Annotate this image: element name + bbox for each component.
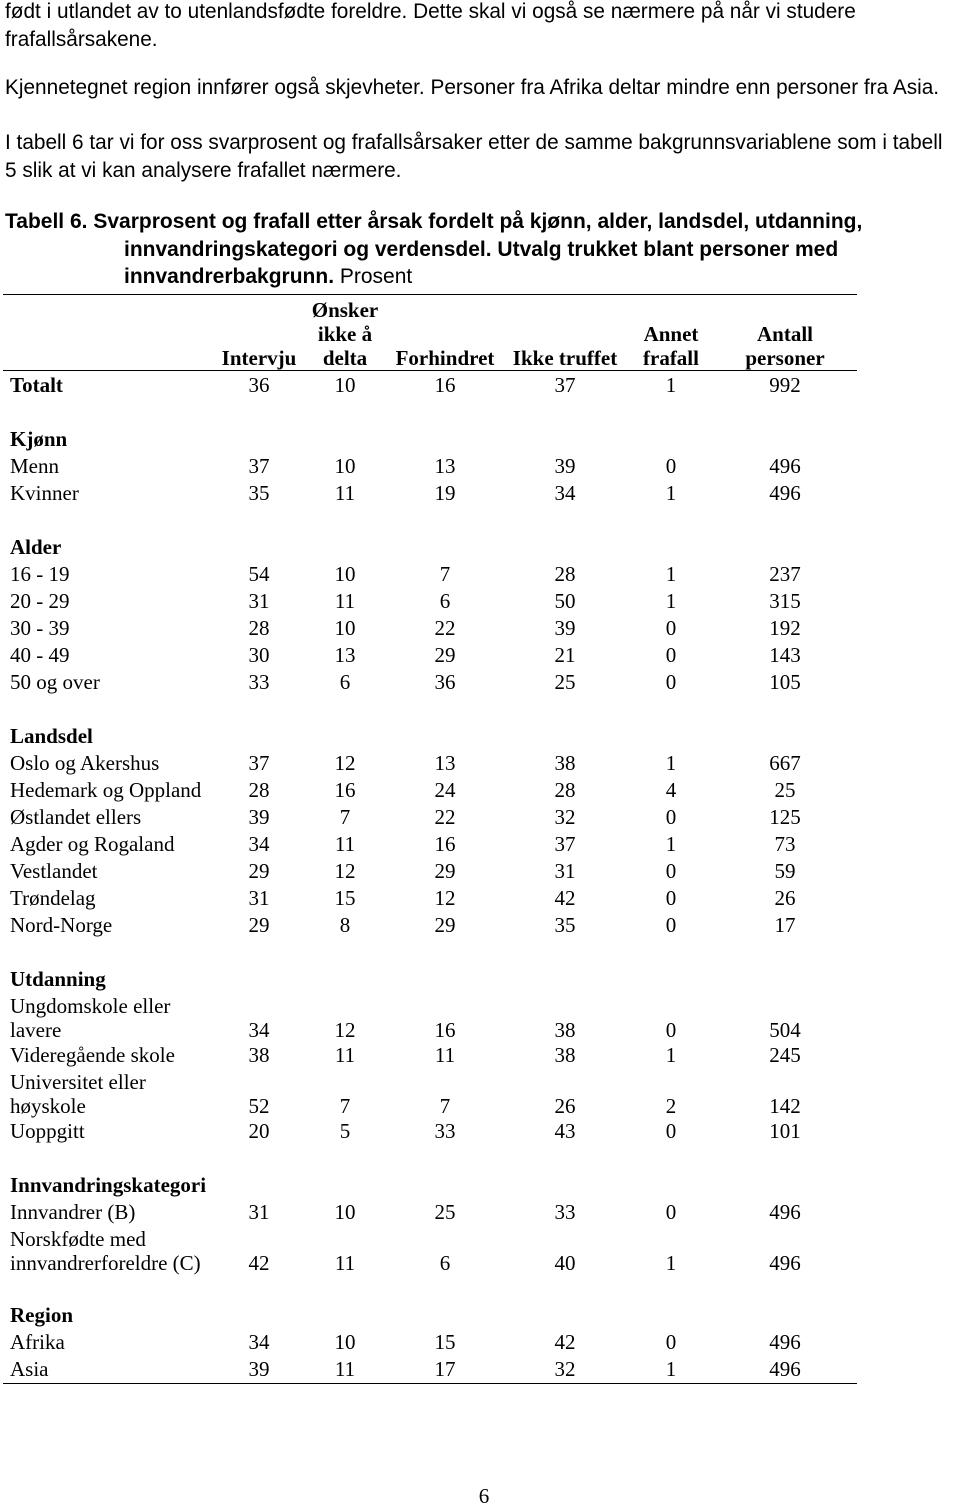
table-row (3, 1199, 857, 1226)
cell-ikke-truffet: 40 (554, 1251, 576, 1275)
cell-onsker-ikke-delta: 13 (334, 643, 356, 667)
column-header-line: Antall (756, 322, 813, 346)
column-header-line: Ikke truffet (512, 346, 618, 370)
table-row-spacer (3, 1275, 857, 1302)
cell-forhindret: 16 (434, 1018, 456, 1042)
caption-unit: Prosent (339, 265, 413, 288)
cell-onsker-ikke-delta: 10 (334, 616, 356, 640)
page-number: 6 (478, 1484, 490, 1508)
column-header-intervju (217, 346, 301, 370)
column-header-line: Ønsker (311, 298, 379, 322)
cell-onsker-ikke-delta: 11 (334, 832, 356, 856)
caption-line (5, 263, 862, 291)
cell-antall-personer: 496 (769, 481, 801, 505)
row-label: Totalt (10, 373, 63, 397)
cell-forhindret: 13 (434, 751, 456, 775)
table-row (3, 858, 857, 885)
cell-onsker-ikke-delta: 16 (334, 778, 356, 802)
cell-intervju: 33 (248, 670, 270, 694)
group-heading-label: Alder (10, 535, 62, 559)
cell-ikke-truffet: 39 (554, 454, 576, 478)
data-table (3, 294, 857, 1384)
group-heading-label: Landsdel (10, 724, 93, 748)
cell-forhindret: 22 (434, 805, 456, 829)
cell-intervju: 39 (248, 1357, 270, 1381)
cell-annet-frafall: 1 (665, 373, 677, 397)
paragraph-line: frafallsårsakene. (5, 28, 158, 51)
column-header-forhindret (389, 346, 501, 370)
cell-onsker-ikke-delta: 10 (334, 562, 356, 586)
paragraph-line: Kjennetegnet region innfører også skjevheter. Personer fra Afrika deltar mindre enn personer fra Asia. (5, 76, 940, 99)
cell-antall-personer: 192 (769, 616, 801, 640)
row-label (3, 994, 217, 1042)
table-group-heading (3, 723, 857, 750)
cell-antall-personer: 125 (769, 805, 801, 829)
column-header-line: ikke å (317, 322, 373, 346)
row-label-line: lavere (10, 1017, 62, 1042)
table-row-spacer (3, 696, 857, 723)
cell-intervju: 37 (248, 454, 270, 478)
cell-intervju: 54 (248, 562, 270, 586)
row-label: Oslo og Akershus (10, 751, 160, 775)
cell-intervju: 31 (248, 886, 270, 910)
cell-antall-personer: 143 (769, 643, 801, 667)
cell-forhindret: 6 (439, 589, 451, 613)
cell-onsker-ikke-delta: 11 (334, 1251, 356, 1275)
cell-onsker-ikke-delta: 7 (339, 805, 351, 829)
row-label-line: Universitet eller (10, 1069, 146, 1094)
paragraph-3 (5, 129, 942, 184)
column-header-antall-personer (713, 322, 857, 370)
table-row (3, 804, 857, 831)
cell-onsker-ikke-delta: 11 (334, 1043, 356, 1067)
cell-intervju: 29 (248, 913, 270, 937)
table-body (3, 371, 857, 1384)
cell-forhindret: 7 (439, 562, 451, 586)
cell-intervju: 34 (248, 1018, 270, 1042)
cell-annet-frafall: 1 (665, 1043, 677, 1067)
column-header-line: frafall (643, 346, 699, 370)
cell-forhindret: 16 (434, 373, 456, 397)
cell-forhindret: 16 (434, 832, 456, 856)
cell-antall-personer: 496 (769, 1357, 801, 1381)
cell-intervju: 34 (248, 832, 270, 856)
paragraph-line: født i utlandet av to utenlandsfødte foreldre. Dette skal vi også se nærmere på når vi studere (5, 0, 856, 23)
table-row (3, 1329, 857, 1356)
row-label: 20 - 29 (10, 589, 70, 613)
cell-onsker-ikke-delta: 5 (339, 1119, 351, 1143)
caption-line (5, 208, 862, 236)
table-row (3, 831, 857, 858)
caption-line: innvandringskategori og verdensdel. Utvalg trukket blant personer med (124, 237, 839, 261)
group-heading-label: Innvandringskategori (10, 1173, 207, 1197)
cell-forhindret: 33 (434, 1119, 456, 1143)
column-header-line: Forhindret (395, 346, 495, 370)
table-group-heading (3, 1302, 857, 1329)
table-row (3, 993, 857, 1042)
cell-annet-frafall: 2 (665, 1094, 677, 1118)
caption-text: Svarprosent og frafall etter årsak fordelt på kjønn, alder, landsdel, utdanning, (93, 210, 863, 233)
row-label-line: Norskfødte med (10, 1226, 146, 1251)
table-row (3, 750, 857, 777)
cell-annet-frafall: 0 (665, 1330, 677, 1354)
row-label (3, 1070, 217, 1118)
cell-antall-personer: 245 (769, 1043, 801, 1067)
cell-antall-personer: 496 (769, 454, 801, 478)
row-label: Hedemark og Oppland (10, 778, 202, 802)
cell-intervju: 30 (248, 643, 270, 667)
column-header-line: Annet (643, 322, 699, 346)
cell-ikke-truffet: 50 (554, 589, 576, 613)
cell-ikke-truffet: 26 (554, 1094, 576, 1118)
cell-annet-frafall: 1 (665, 589, 677, 613)
table-row (3, 912, 857, 939)
row-label (3, 1227, 217, 1275)
cell-ikke-truffet: 32 (554, 1357, 576, 1381)
cell-intervju: 31 (248, 1200, 270, 1224)
cell-annet-frafall: 0 (665, 1018, 677, 1042)
cell-ikke-truffet: 42 (554, 1330, 576, 1354)
cell-forhindret: 19 (434, 481, 456, 505)
row-label: 16 - 19 (10, 562, 70, 586)
cell-ikke-truffet: 28 (554, 778, 576, 802)
table-row (3, 1226, 857, 1275)
cell-ikke-truffet: 37 (554, 373, 576, 397)
cell-forhindret: 29 (434, 913, 456, 937)
row-label: 30 - 39 (10, 616, 70, 640)
cell-intervju: 38 (248, 1043, 270, 1067)
cell-annet-frafall: 0 (665, 670, 677, 694)
cell-ikke-truffet: 34 (554, 481, 576, 505)
table-row (3, 1356, 857, 1383)
row-label: 40 - 49 (10, 643, 70, 667)
table-row (3, 588, 857, 615)
cell-antall-personer: 315 (769, 589, 801, 613)
cell-onsker-ikke-delta: 7 (339, 1094, 351, 1118)
table-row-spacer (3, 507, 857, 534)
cell-intervju: 52 (248, 1094, 270, 1118)
cell-forhindret: 13 (434, 454, 456, 478)
column-header-line: personer (745, 346, 825, 370)
cell-forhindret: 7 (439, 1094, 451, 1118)
table-row (3, 480, 857, 507)
cell-annet-frafall: 1 (665, 481, 677, 505)
table-row (3, 561, 857, 588)
table-row-spacer (3, 939, 857, 966)
row-label: Innvandrer (B) (10, 1200, 136, 1224)
cell-onsker-ikke-delta: 10 (334, 1330, 356, 1354)
table-group-heading (3, 426, 857, 453)
column-header-ikke-truffet (501, 346, 629, 370)
cell-intervju: 28 (248, 616, 270, 640)
column-header-line: delta (322, 346, 368, 370)
cell-ikke-truffet: 35 (554, 913, 576, 937)
cell-antall-personer: 105 (769, 670, 801, 694)
cell-ikke-truffet: 32 (554, 805, 576, 829)
cell-ikke-truffet: 43 (554, 1119, 576, 1143)
cell-intervju: 31 (248, 589, 270, 613)
cell-ikke-truffet: 31 (554, 859, 576, 883)
cell-annet-frafall: 1 (665, 751, 677, 775)
cell-intervju: 28 (248, 778, 270, 802)
cell-forhindret: 15 (434, 1330, 456, 1354)
cell-antall-personer: 59 (774, 859, 796, 883)
group-heading-label: Kjønn (10, 427, 68, 451)
table-row-spacer (3, 1145, 857, 1172)
cell-onsker-ikke-delta: 6 (339, 670, 351, 694)
cell-annet-frafall: 1 (665, 1357, 677, 1381)
table-row (3, 453, 857, 480)
table-row (3, 1069, 857, 1118)
column-header-annet-frafall (629, 322, 713, 370)
group-heading-label: Utdanning (10, 967, 106, 991)
cell-antall-personer: 25 (774, 778, 796, 802)
column-header-line: Intervju (221, 346, 297, 370)
cell-antall-personer: 667 (769, 751, 801, 775)
cell-ikke-truffet: 21 (554, 643, 576, 667)
table-header (3, 294, 857, 371)
row-label: Trøndelag (10, 886, 96, 910)
cell-ikke-truffet: 38 (554, 1043, 576, 1067)
cell-intervju: 42 (248, 1251, 270, 1275)
cell-annet-frafall: 0 (665, 1119, 677, 1143)
cell-ikke-truffet: 25 (554, 670, 576, 694)
cell-annet-frafall: 0 (665, 859, 677, 883)
row-label: Afrika (10, 1330, 65, 1354)
cell-antall-personer: 142 (769, 1094, 801, 1118)
cell-onsker-ikke-delta: 12 (334, 859, 356, 883)
cell-onsker-ikke-delta: 11 (334, 1357, 356, 1381)
cell-ikke-truffet: 39 (554, 616, 576, 640)
cell-antall-personer: 26 (774, 886, 796, 910)
table-group-heading (3, 534, 857, 561)
table-row (3, 777, 857, 804)
cell-onsker-ikke-delta: 15 (334, 886, 356, 910)
paragraph-line: I tabell 6 tar vi for oss svarprosent og frafallsårsaker etter de samme bakgrunnsvariablene som i tabell (5, 131, 943, 154)
cell-ikke-truffet: 37 (554, 832, 576, 856)
cell-forhindret: 22 (434, 616, 456, 640)
cell-antall-personer: 496 (769, 1251, 801, 1275)
cell-forhindret: 6 (439, 1251, 451, 1275)
cell-annet-frafall: 1 (665, 1251, 677, 1275)
paragraph-2 (5, 74, 939, 102)
cell-ikke-truffet: 38 (554, 1018, 576, 1042)
cell-ikke-truffet: 42 (554, 886, 576, 910)
table-caption (5, 208, 862, 291)
row-label: Menn (10, 454, 59, 478)
cell-intervju: 20 (248, 1119, 270, 1143)
table-row (3, 642, 857, 669)
cell-forhindret: 17 (434, 1357, 456, 1381)
table-row (3, 1042, 857, 1069)
cell-annet-frafall: 0 (665, 454, 677, 478)
row-label: Nord-Norge (10, 913, 113, 937)
row-label: Østlandet ellers (10, 805, 142, 829)
cell-intervju: 29 (248, 859, 270, 883)
row-label-line: Ungdomskole eller (10, 993, 171, 1018)
cell-annet-frafall: 1 (665, 832, 677, 856)
paragraph-line: 5 slik at vi kan analysere frafallet nærmere. (5, 158, 402, 182)
row-label: Videregående skole (10, 1043, 175, 1067)
cell-antall-personer: 496 (769, 1200, 801, 1224)
row-label: 50 og over (10, 670, 100, 694)
table-group-heading (3, 1172, 857, 1199)
table-row (3, 615, 857, 642)
cell-antall-personer: 504 (769, 1018, 801, 1042)
row-label-line: høyskole (10, 1093, 86, 1118)
row-label: Asia (10, 1357, 49, 1381)
cell-intervju: 36 (248, 373, 270, 397)
paragraph-1 (5, 0, 856, 54)
cell-annet-frafall: 0 (665, 886, 677, 910)
cell-forhindret: 24 (434, 778, 456, 802)
cell-onsker-ikke-delta: 10 (334, 454, 356, 478)
cell-annet-frafall: 0 (665, 616, 677, 640)
cell-onsker-ikke-delta: 12 (334, 1018, 356, 1042)
cell-annet-frafall: 0 (665, 643, 677, 667)
cell-antall-personer: 237 (769, 562, 801, 586)
cell-onsker-ikke-delta: 8 (339, 913, 351, 937)
table-group-heading (3, 966, 857, 993)
row-label: Kvinner (10, 481, 79, 505)
cell-forhindret: 25 (434, 1200, 456, 1224)
cell-intervju: 35 (248, 481, 270, 505)
cell-forhindret: 29 (434, 859, 456, 883)
cell-forhindret: 36 (434, 670, 456, 694)
table-row (3, 669, 857, 696)
cell-forhindret: 29 (434, 643, 456, 667)
table-row-spacer (3, 399, 857, 426)
group-heading-label: Region (10, 1303, 73, 1327)
cell-antall-personer: 17 (774, 913, 796, 937)
cell-annet-frafall: 0 (665, 805, 677, 829)
table-row (3, 1118, 857, 1145)
row-label: Agder og Rogaland (10, 832, 175, 856)
cell-ikke-truffet: 28 (554, 562, 576, 586)
caption-label: Tabell 6. (5, 210, 88, 233)
table-row (3, 885, 857, 912)
cell-annet-frafall: 1 (665, 562, 677, 586)
cell-antall-personer: 101 (769, 1119, 801, 1143)
cell-annet-frafall: 0 (665, 913, 677, 937)
cell-onsker-ikke-delta: 10 (334, 1200, 356, 1224)
cell-antall-personer: 496 (769, 1330, 801, 1354)
row-label: Vestlandet (10, 859, 98, 883)
column-header-onsker-ikke-delta (301, 298, 389, 370)
cell-intervju: 34 (248, 1330, 270, 1354)
row-label: Uoppgitt (10, 1119, 85, 1143)
cell-antall-personer: 73 (774, 832, 796, 856)
cell-onsker-ikke-delta: 12 (334, 751, 356, 775)
cell-onsker-ikke-delta: 11 (334, 481, 356, 505)
cell-annet-frafall: 4 (665, 778, 677, 802)
cell-antall-personer: 992 (769, 373, 801, 397)
cell-onsker-ikke-delta: 10 (334, 373, 356, 397)
cell-annet-frafall: 0 (665, 1200, 677, 1224)
cell-intervju: 39 (248, 805, 270, 829)
cell-ikke-truffet: 33 (554, 1200, 576, 1224)
cell-intervju: 37 (248, 751, 270, 775)
cell-ikke-truffet: 38 (554, 751, 576, 775)
caption-text: innvandrerbakgrunn. (124, 265, 335, 288)
cell-forhindret: 12 (434, 886, 456, 910)
cell-onsker-ikke-delta: 11 (334, 589, 356, 613)
row-label-line: innvandrerforeldre (C) (10, 1250, 201, 1275)
cell-forhindret: 11 (434, 1043, 456, 1067)
table-row-total (3, 372, 857, 399)
